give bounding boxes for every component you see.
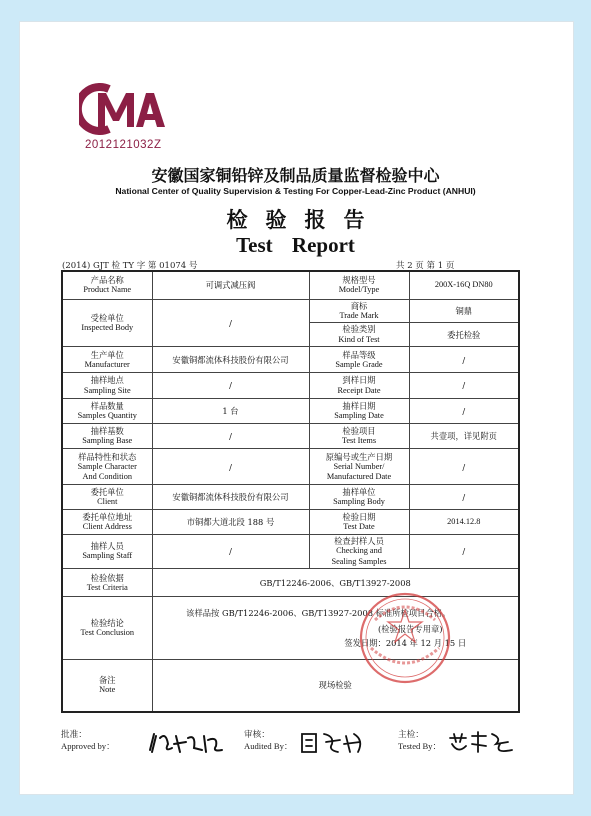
table-row xyxy=(62,449,519,485)
label-sampling-base: 抽样基数 Sampling Base xyxy=(62,423,152,448)
approved-label: 批准： Approved by： xyxy=(61,730,115,751)
tested-label: 主检： Tested By： xyxy=(398,730,442,751)
table-row xyxy=(62,299,519,322)
label-sample-grade: 样品等级 Sample Grade xyxy=(309,347,409,373)
table-row xyxy=(62,347,519,373)
value-test-date: 2014.12.8 xyxy=(409,509,519,534)
value-test-criteria: GB/T12246-2006、GB/T13927-2008 xyxy=(152,569,519,597)
label-product-name: 产品名称 Product Name xyxy=(62,271,152,299)
title-en: Test Report xyxy=(236,233,355,257)
value-samples-quantity: 1 台 xyxy=(152,398,309,423)
table-row xyxy=(62,534,519,568)
value-product-name: 可调式减压阀 xyxy=(152,271,309,299)
label-sample-character: 样品特性和状态 Sample Character And Condition xyxy=(62,449,152,485)
label-inspected-body: 受检单位 Inspected Body xyxy=(62,299,152,346)
label-client-address: 委托单位地址 Client Address xyxy=(62,509,152,534)
label-serial-number: 原编号或生产日期 Serial Number/ Manufactured Date xyxy=(309,449,409,485)
label-manufacturer: 生产单位 Manufacturer xyxy=(62,347,152,373)
label-checking-staff: 检查封样人员 Checking and Sealing Samples xyxy=(309,534,409,568)
value-sampling-staff: / xyxy=(152,534,309,568)
label-test-items: 检验项目 Test Items xyxy=(309,423,409,448)
value-sampling-date: / xyxy=(409,398,519,423)
conclusion-issue-date: 签发日期：2014 年 12 月 15 日 xyxy=(344,638,467,649)
value-sampling-site: / xyxy=(152,373,309,398)
label-client: 委托单位 Client xyxy=(62,485,152,509)
label-model: 规格型号 Model/Type xyxy=(309,271,409,299)
value-conclusion xyxy=(152,597,519,660)
value-model: 200X-16Q DN80 xyxy=(409,271,519,299)
table-row xyxy=(62,485,519,509)
label-conclusion: 检验结论 Test Conclusion xyxy=(62,597,152,660)
value-trade-mark: 铜鼎 xyxy=(409,299,519,322)
label-test-criteria: 检验依据 Test Criteria xyxy=(62,569,152,597)
conclusion-seal-note: (检验报告专用章) xyxy=(377,624,443,635)
label-test-date: 检验日期 Test Date xyxy=(309,509,409,534)
table-row xyxy=(62,423,519,448)
table-row xyxy=(62,271,519,299)
value-client: 安徽铜都流体科技股份有限公司 xyxy=(152,485,309,509)
org-name-en: National Center of Quality Supervision & Testing For Copper-Lead-Zinc Product (ANHUI) xyxy=(115,186,476,196)
label-sampling-date: 抽样日期 Sampling Date xyxy=(309,398,409,423)
org-name-cn: 安徽国家铜铅锌及制品质量监督检验中心 xyxy=(151,166,440,185)
cert-number: 2012121032Z xyxy=(85,139,162,151)
table-row xyxy=(62,509,519,534)
auditor-signature xyxy=(298,730,370,756)
label-sampling-body: 抽样单位 Sampling Body xyxy=(309,485,409,509)
table-row xyxy=(62,398,519,423)
value-note: 现场检验 xyxy=(152,659,519,712)
value-kind-of-test: 委托检验 xyxy=(409,322,519,346)
value-sampling-base: / xyxy=(152,423,309,448)
value-serial-number: / xyxy=(409,449,519,485)
value-sampling-body: / xyxy=(409,485,519,509)
title-cn: 检验报告 xyxy=(226,207,383,232)
label-sampling-site: 抽样地点 Sampling Site xyxy=(62,373,152,398)
label-receipt-date: 到样日期 Receipt Date xyxy=(309,373,409,398)
table-row xyxy=(62,373,519,398)
label-note: 备注 Note xyxy=(62,659,152,712)
tester-signature xyxy=(446,730,518,756)
audited-label: 审核： Audited By： xyxy=(244,730,293,751)
value-sample-character: / xyxy=(152,449,309,485)
value-sample-grade: / xyxy=(409,347,519,373)
value-client-address: 市铜都大道北段 188 号 xyxy=(152,509,309,534)
approver-signature xyxy=(146,730,226,756)
cma-logo xyxy=(79,83,171,135)
report-number: (2014) GJT 检 TY 字 第 01074 号 xyxy=(62,261,198,271)
value-receipt-date: / xyxy=(409,373,519,398)
value-manufacturer: 安徽铜都流体科技股份有限公司 xyxy=(152,347,309,373)
conclusion-text: 该样品按 GB/T12246-2006、GB/T13927-2008 标准所检项目合格。 xyxy=(186,607,451,618)
value-test-items: 共壹项，详见附页 xyxy=(409,423,519,448)
label-kind-of-test: 检验类别 Kind of Test xyxy=(309,322,409,346)
label-sampling-staff: 抽样人员 Sampling Staff xyxy=(62,534,152,568)
official-seal-stamp xyxy=(357,590,453,686)
label-trade-mark: 商标 Trade Mark xyxy=(309,299,409,322)
page-info: 共 2 页 第 1 页 xyxy=(396,261,455,271)
value-checking-staff: / xyxy=(409,534,519,568)
value-inspected-body: / xyxy=(152,299,309,346)
label-samples-quantity: 样品数量 Samples Quantity xyxy=(62,398,152,423)
